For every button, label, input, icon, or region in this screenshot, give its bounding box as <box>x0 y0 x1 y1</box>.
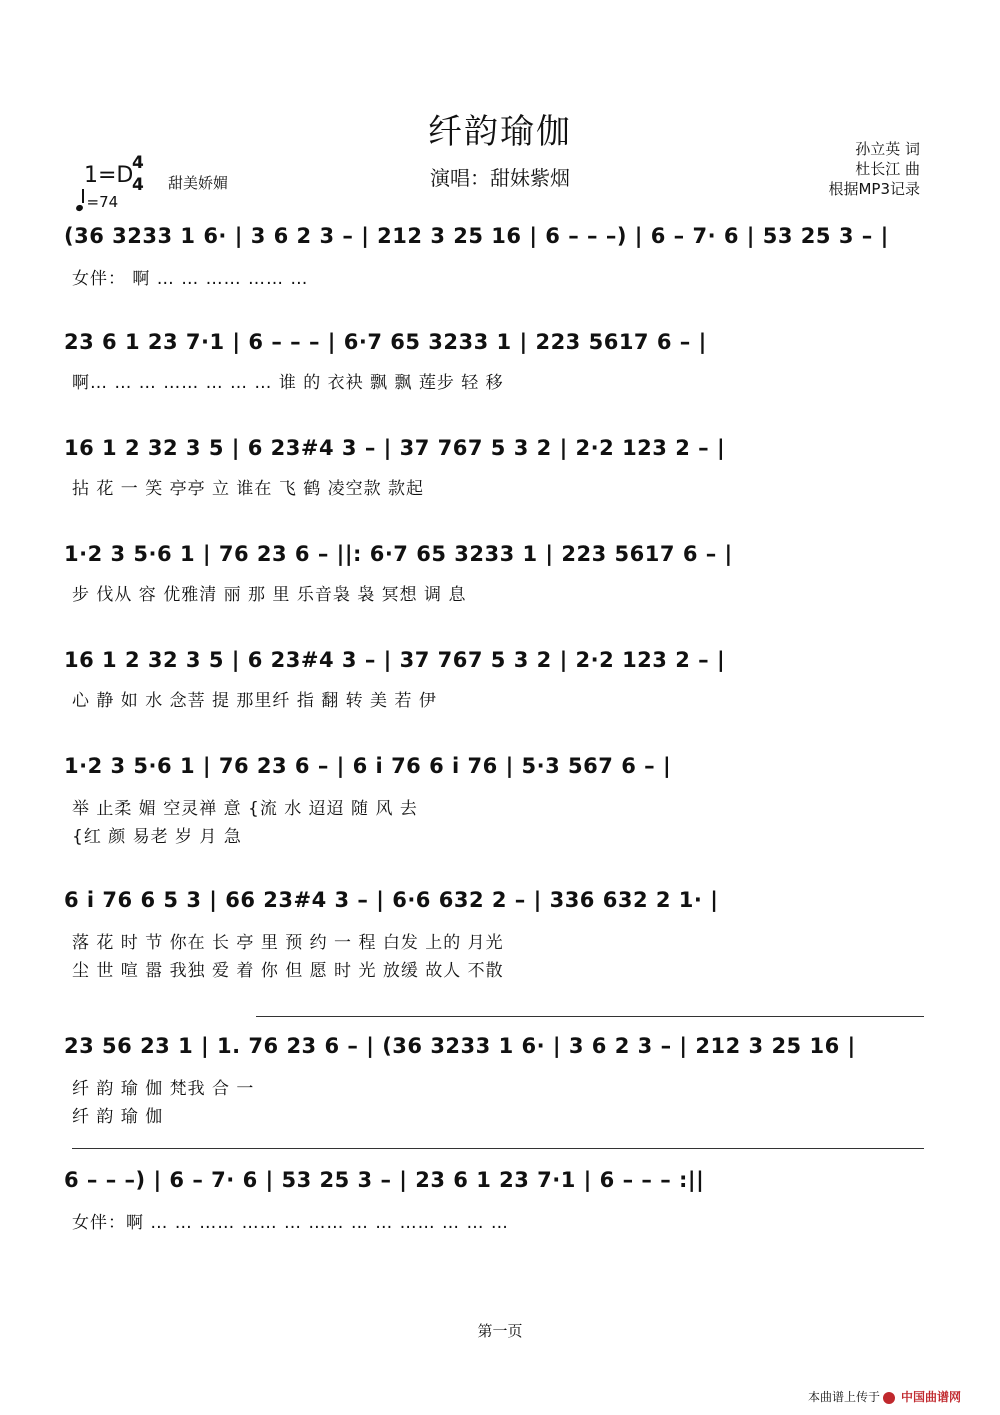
lyrics-system-9-verse-1: 女伴：啊 … … …… …… … …… … … …… … … … <box>72 1213 509 1233</box>
page-number: 第一页 <box>477 1322 523 1340</box>
score-system-3: 16 1 2 32 3 5 | 6 23#4 3 – | 37 767 5 3 2 | 2·2 123 2 – | <box>64 436 726 460</box>
time-sig-bottom: 4 <box>132 175 144 195</box>
lyrics-system-7-verse-2: 尘 世 喧 嚣 我独 爱 着 你 但 愿 时 光 放缓 故人 不散 <box>72 961 504 981</box>
lyricist-credit: 孙立英 词 <box>855 140 920 158</box>
score-system-2: 23 6 1 23 7·1 | 6 – – – | 6·7 65 3233 1 | 223 5617 6 – | <box>64 330 707 354</box>
volta-bracket <box>256 1016 924 1017</box>
score-system-6: 1·2 3 5·6 1 | 76 23 6 – | 6 i 76 6 i 76 | 5·3 567 6 – | <box>64 754 672 778</box>
tempo-value: =74 <box>86 193 119 211</box>
key-signature: 1=D <box>84 163 134 188</box>
score-system-4: 1·2 3 5·6 1 | 76 23 6 – ||: 6·7 65 3233 1 | 223 5617 6 – | <box>64 542 733 566</box>
score-system-5: 16 1 2 32 3 5 | 6 23#4 3 – | 37 767 5 3 2 | 2·2 123 2 – | <box>64 648 726 672</box>
lyrics-system-6-verse-1: 举 止柔 媚 空灵禅 意 {流 水 迢迢 随 风 去 <box>72 799 418 819</box>
footer-text: 本曲谱上传于 <box>808 1390 881 1404</box>
section-divider <box>72 1148 924 1149</box>
transcription-credit: 根据MP3记录 <box>828 180 920 198</box>
quarter-note-icon <box>75 204 84 212</box>
lyrics-system-8-verse-1: 纤 韵 瑜 伽 梵我 合 一 <box>72 1079 255 1099</box>
tempo-marking <box>76 193 118 211</box>
lyrics-system-5-verse-1: 心 静 如 水 念菩 提 那里纤 指 翻 转 美 若 伊 <box>72 691 437 711</box>
score-system-8: 23 56 23 1 | 1. 76 23 6 – | (36 3233 1 6· | 3 6 2 3 – | 212 3 25 16 | <box>64 1034 856 1058</box>
lyrics-system-7-verse-1: 落 花 时 节 你在 长 亭 里 预 约 一 程 白发 上的 月光 <box>72 933 504 953</box>
time-sig-top: 4 <box>132 153 144 173</box>
time-signature <box>132 152 144 196</box>
score-system-7: 6 i 76 6 5 3 | 66 23#4 3 – | 6·6 632 2 – | 336 632 2 1· | <box>64 888 719 912</box>
lyrics-system-3-verse-1: 拈 花 一 笑 亭亭 立 谁在 飞 鹤 凌空款 款起 <box>72 479 425 499</box>
composer-credit: 杜长江 曲 <box>855 160 920 178</box>
score-system-9: 6 – – –) | 6 – 7· 6 | 53 25 3 – | 23 6 1 23 7·1 | 6 – – – :|| <box>64 1168 705 1192</box>
lyrics-system-6-verse-2: {红 颜 易老 岁 月 急 <box>72 827 242 847</box>
song-title: 纤韵瑜伽 <box>428 112 572 152</box>
lyrics-system-2-verse-1: 啊… … … …… … … … 谁 的 衣袂 飘 飘 莲步 轻 移 <box>72 373 504 393</box>
lyrics-system-8-verse-2: 纤 韵 瑜 伽 <box>72 1107 164 1127</box>
expression-mark: 甜美娇媚 <box>168 174 229 192</box>
site-logo-icon <box>883 1392 895 1404</box>
score-system-1: (36 3233 1 6· | 3 6 2 3 – | 212 3 25 16 | 6 – – –) | 6 – 7· 6 | 53 25 3 – | <box>64 224 889 248</box>
upload-footer <box>808 1388 961 1405</box>
note-stem <box>82 189 84 203</box>
footer-brand[interactable]: 中国曲谱网 <box>901 1390 962 1404</box>
singer-line: 演唱：甜妹紫烟 <box>430 166 570 190</box>
lyrics-system-4-verse-1: 步 伐从 容 优雅清 丽 那 里 乐音袅 袅 冥想 调 息 <box>72 585 467 605</box>
lyrics-system-1-verse-1: 女伴： 啊 … … …… …… … <box>72 269 309 289</box>
